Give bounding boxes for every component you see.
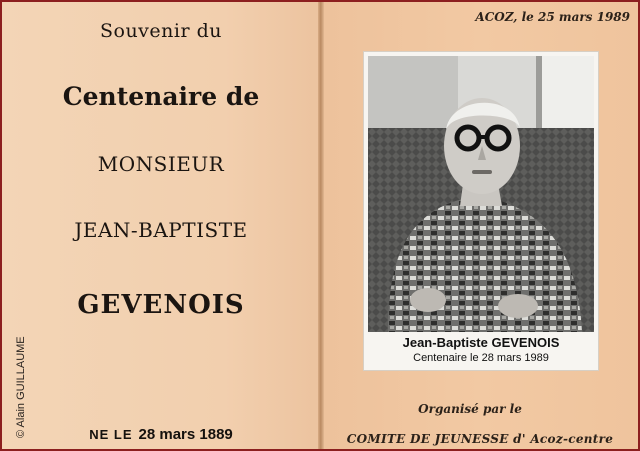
title-souvenir: Souvenir du — [99, 20, 222, 42]
portrait-illustration — [368, 56, 594, 332]
photo-caption-name: Jean-Baptiste GEVENOIS — [402, 335, 560, 350]
portrait-photo — [368, 56, 594, 332]
title-centenaire: Centenaire de — [62, 82, 260, 111]
left-page — [2, 2, 320, 449]
committee-name: COMITE DE JEUNESSE d' Acoz-centre — [346, 432, 614, 446]
organised-by: Organisé par le — [418, 402, 522, 416]
birth-date-line — [2, 426, 320, 443]
photo-credit: © Alain GUILLAUME — [15, 336, 27, 438]
place-date: ACOZ, le 25 mars 1989 — [475, 10, 630, 24]
first-names: JEAN-BAPTISTE — [74, 218, 248, 242]
born-prefix: NE LE — [89, 427, 133, 442]
photo-caption-date: Centenaire le 28 mars 1989 — [413, 352, 549, 364]
surname: GEVENOIS — [77, 290, 245, 320]
photo-card — [364, 52, 598, 370]
title-monsieur: MONSIEUR — [97, 152, 225, 176]
born-date: 28 mars 1889 — [138, 426, 233, 443]
booklet-frame — [2, 2, 638, 449]
